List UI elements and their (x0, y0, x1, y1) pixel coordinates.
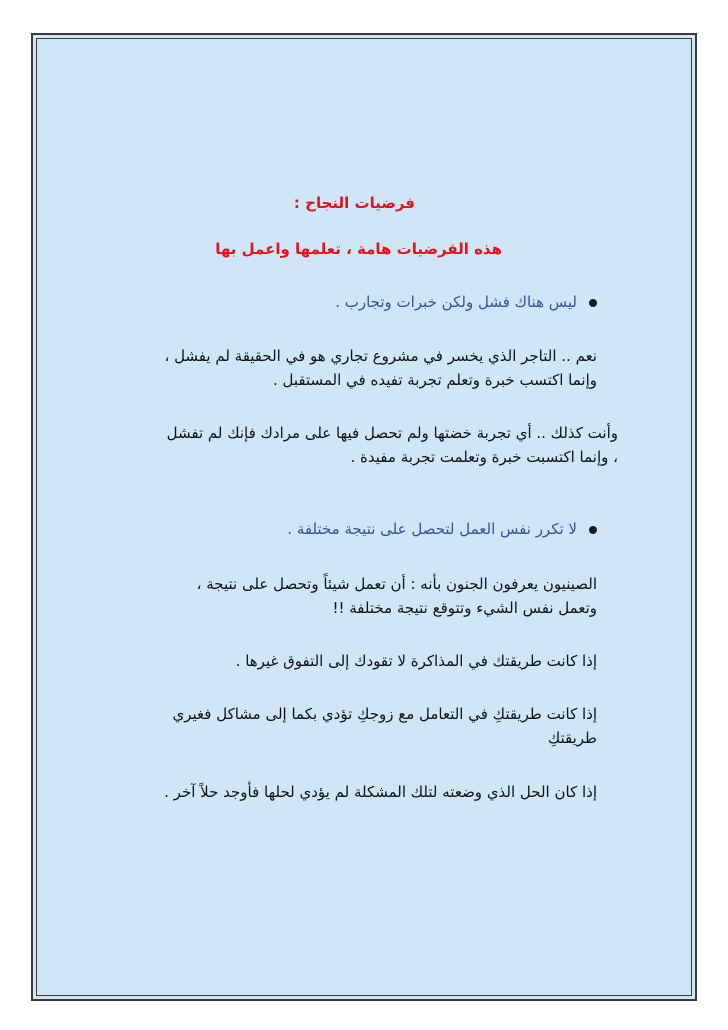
document-title: فرضيات النجاح : (293, 194, 415, 212)
paragraph-2-line-2: ، وإنما اكتسبت خبرة وتعلمت تجربة مفيدة . (350, 448, 618, 466)
bullet-dot-icon (589, 526, 597, 534)
paragraph-5-line-2: طريقتكِ (547, 729, 597, 747)
page-border-outer (31, 33, 697, 1001)
paragraph-3-line-2: وتعمل نفس الشيء وتتوقع نتيجة مختلفة !! (332, 599, 597, 617)
paragraph-3-line-1: الصينيون يعرفون الجنون بأنه : أن تعمل شيئاً وتحصل على نتيجة ، (196, 575, 597, 593)
paragraph-1-line-1: نعم .. التاجر الذي يخسر في مشروع تجاري هو في الحقيقة لم يفشل ، (164, 347, 597, 365)
paragraph-6: إذا كان الحل الذي وضعته لتلك المشكلة لم يؤدي لحلها فأوجد حلاً آخر . (164, 783, 597, 801)
document-subtitle: هذه الفرضيات هامة ، تعلمها واعمل بها (215, 240, 502, 258)
page-border-inner (36, 38, 692, 996)
paragraph-5-line-1: إذا كانت طريقتكِ في التعامل مع زوجكِ تؤدي بكما إلى مشاكل فغيري (172, 705, 597, 723)
paragraph-4: إذا كانت طريقتك في المذاكرة لا تقودك إلى التفوق غيرها . (235, 652, 597, 670)
bullet-item-1 (335, 291, 597, 313)
bullet-item-1-text: ليس هناك فشل ولكن خبرات وتجارب . (335, 293, 577, 311)
paragraph-2-line-1: وأنت كذلك .. أي تجربة خضتها ولم تحصل فيها على مرادك فإنك لم تفشل (166, 424, 618, 442)
bullet-item-2 (287, 518, 597, 540)
bullet-dot-icon (589, 299, 597, 307)
bullet-item-2-text: لا تكرر نفس العمل لتحصل على نتيجة مختلفة . (287, 520, 577, 538)
paragraph-1-line-2: وإنما اكتسب خبرة وتعلم تجربة تفيده في المستقبل . (272, 371, 597, 389)
